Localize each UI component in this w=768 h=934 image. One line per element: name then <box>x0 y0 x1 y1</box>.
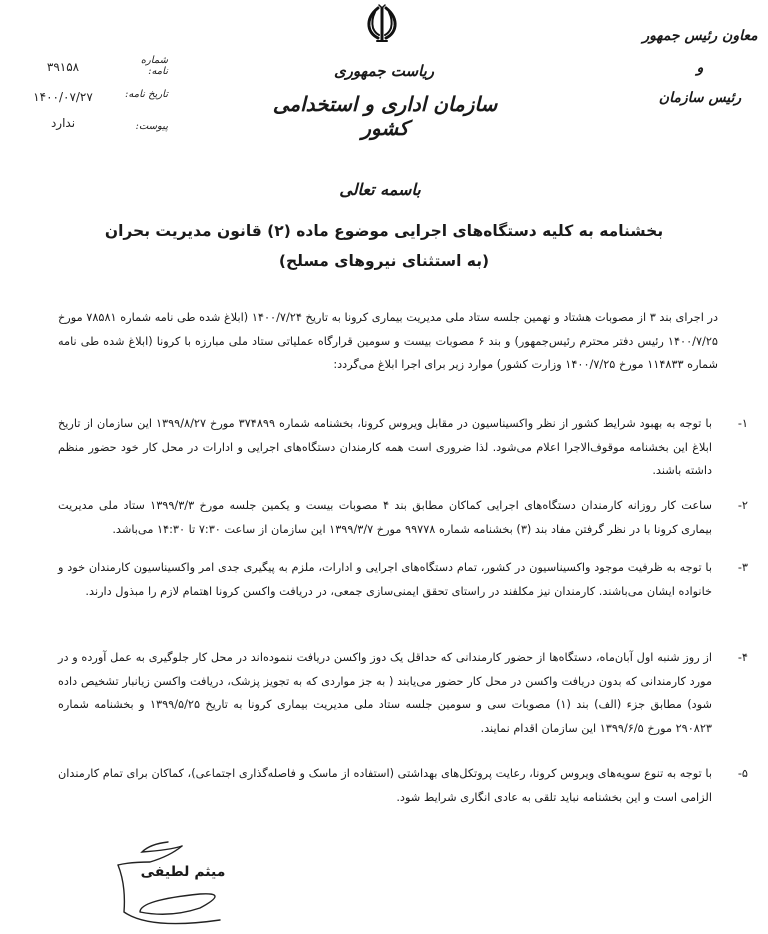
directive-item <box>58 412 748 483</box>
item-number: ۲- <box>737 499 748 512</box>
attachment-value: ندارد <box>50 116 76 130</box>
directive-item <box>58 762 748 809</box>
organization-title: سازمان اداری و استخدامی کشور <box>272 92 498 140</box>
item-text: با توجه به تنوع سویه‌های ویروس کرونا، رعایت پروتکل‌های بهداشتی (استفاده از ماسک و فاصله‌گذاری اجتماعی)، کماکان برای تمام کارمندان الزامی است و این بخشنامه نباید تلقی به عادی انگاری شرایط شود. <box>58 767 712 804</box>
document-title: بخشنامه به کلیه دستگاه‌های اجرایی موضوع ماده (۲) قانون مدیریت بحران <box>104 222 664 240</box>
letter-date-label: تاریخ نامه: <box>125 89 168 100</box>
attachment-label: پیوست: <box>135 121 168 132</box>
presidency-title: ریاست جمهوری <box>333 62 435 80</box>
item-text: از روز شنبه اول آبان‌ماه، دستگاه‌ها از حضور کارمندانی که حداقل یک دوز واکسن دریافت ننموده‌اند در محل کار جلوگیری به عمل آورده و در مورد کارمندانی که بدون دریافت واکسن در محل کار حضور می‌یابند ( به جز مواردی که به تجویز پزشک، دریافت واکسن زیانبار تشخیص داده شود) مطابق جزء (الف) بند (۱) مصوبات سی و سومین جلسه ستاد ملی مدیریت بیماری کرونا به تاریخ ۱۳۹۹/۵/۲۵ و بخشنامه شماره ۲۹۰۸۲۳ مورخ ۱۳۹۹/۶/۵ این سازمان اقدام نمایند. <box>58 651 713 735</box>
letter-number-label: شماره نامه: <box>140 55 168 77</box>
document-subtitle: (به استثنای نیروهای مسلح) <box>278 252 490 270</box>
item-number: ۴- <box>737 651 748 664</box>
intro-paragraph: در اجرای بند ۳ از مصوبات هشتاد و نهمین جلسه ستاد ملی مدیریت بیماری کرونا به تاریخ ۱۴۰۰/۷/۲۴ (ابلاغ شده طی نامه شماره ۷۸۵۸۱ مورخ ۱۴۰۰/۷/۲۵ رئیس دفتر محترم رئیس‌جمهور) و بند ۶ مصوبات بیست و سومین قرارگاه عملیاتی ستاد ملی مبارزه با کرونا (ابلاغ شده طی نامه شماره ۱۱۴۸۳۳ مورخ ۱۴۰۰/۷/۲۵ وزارت کشور) موارد زیر برای اجرا ابلاغ می‌گردد: <box>58 311 719 371</box>
item-number: ۵- <box>737 767 748 780</box>
item-text: با توجه به ظرفیت موجود واکسیناسیون در کشور، تمام دستگاه‌های اجرایی و ادارات، ملزم به پیگیری جدی امر واکسیناسیون کارمندان خود و خانواده ایشان می‌باشند. کارمندان نیز مکلفند در راستای تحقق ایمنی‌سازی جمعی، در دریافت واکسن کرونا اهتمام لازم را مبذول دارند. <box>58 561 712 598</box>
item-text: ساعت کار روزانه کارمندان دستگاه‌های اجرایی کماکان مطابق بند ۴ مصوبات بیست و یکمین جلسه مورخ ۱۳۹۹/۳/۳ ستاد ملی مدیریت بیماری کرونا با در نظر گرفتن مفاد بند (۳) بخشنامه شماره ۹۹۷۷۸ مورخ ۱۳۹۹/۳/۷ این سازمان از ساعت ۷:۳۰ تا ۱۴:۳۰ می‌باشد. <box>58 499 712 536</box>
signature-scribble <box>110 830 260 930</box>
directive-item <box>58 494 748 541</box>
signatory-name: میثم لطیفی <box>140 864 226 880</box>
directive-item <box>58 646 748 740</box>
signatory-title-line1: معاون رئیس جمهور <box>642 28 758 44</box>
iran-emblem-icon <box>362 2 402 44</box>
invocation: باسمه تعالی <box>339 180 421 199</box>
item-text: با توجه به بهبود شرایط کشور از نظر واکسیناسیون در مقابل ویروس کرونا، بخشنامه شماره ۳۷۴۸۹۹ مورخ ۱۳۹۹/۸/۲۷ این سازمان از تاریخ ابلاغ این بخشنامه موقوف‌الاجرا اعلام می‌شود. لذا ضروری است همه کارمندان دستگاه‌های اجرایی و ادارات در محل کار خود حضور منظم داشته باشند. <box>58 417 712 477</box>
directive-item <box>58 556 748 603</box>
letter-number-value: ۳۹۱۵۸ <box>46 60 80 74</box>
letter-date-value: ۱۴۰۰/۰۷/۲۷ <box>33 90 93 104</box>
item-number: ۳- <box>737 561 748 574</box>
signatory-title-line3: رئیس سازمان <box>658 90 742 106</box>
signatory-title-line2: و <box>696 60 704 76</box>
item-number: ۱- <box>737 417 748 430</box>
